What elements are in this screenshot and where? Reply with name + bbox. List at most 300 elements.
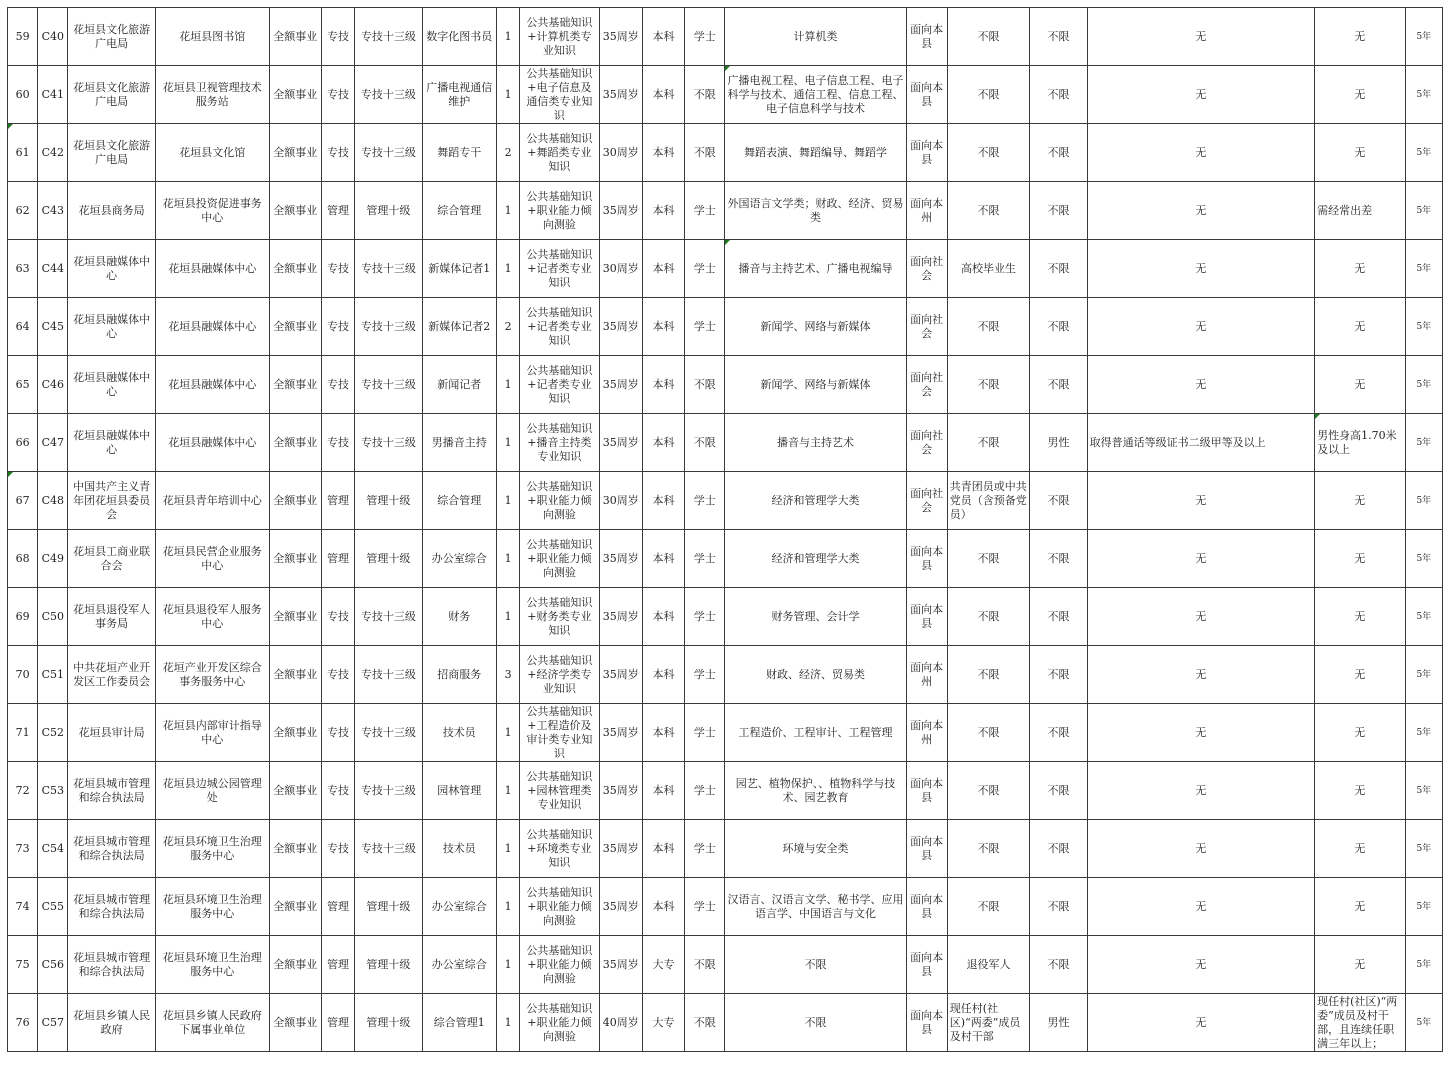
major-cell: 财政、经济、贸易类 <box>725 646 906 704</box>
post-category-cell: 管理 <box>321 878 354 936</box>
exam-subject-cell: 公共基础知识+经济学类专业知识 <box>520 646 599 704</box>
other-requirements-cell: 无 <box>1087 530 1314 588</box>
notes-cell: 男性身高1.70米及以上 <box>1315 414 1406 472</box>
post-category-cell: 专技 <box>321 298 354 356</box>
funding-type-cell: 全额事业 <box>269 994 321 1052</box>
gender-cell: 不限 <box>1030 646 1087 704</box>
post-level-cell: 管理十级 <box>355 530 422 588</box>
degree-cell: 不限 <box>685 414 725 472</box>
education-cell: 大专 <box>642 994 684 1052</box>
degree-cell: 学士 <box>685 298 725 356</box>
post-category-cell: 管理 <box>321 530 354 588</box>
row-number-cell: 73 <box>8 820 38 878</box>
position-code-cell: C56 <box>38 936 68 994</box>
major-cell: 园艺、植物保护、、植物科学与技术、园艺教育 <box>725 762 906 820</box>
row-number-cell: 68 <box>8 530 38 588</box>
major-cell: 经济和管理学大类 <box>725 472 906 530</box>
recruit-scope-cell: 面向社会 <box>906 414 947 472</box>
degree-cell: 学士 <box>685 820 725 878</box>
employer-unit-cell: 花垣县图书馆 <box>155 8 269 66</box>
gender-cell: 不限 <box>1030 762 1087 820</box>
employer-unit-cell: 花垣县环境卫生治理服务中心 <box>155 820 269 878</box>
funding-type-cell: 全额事业 <box>269 704 321 762</box>
recruit-scope-cell: 面向本县 <box>906 124 947 182</box>
notes-cell: 无 <box>1315 8 1406 66</box>
employer-unit-cell: 花垣产业开发区综合事务服务中心 <box>155 646 269 704</box>
exam-subject-cell: 公共基础知识+职业能力倾向测验 <box>520 994 599 1052</box>
recruit-scope-cell: 面向本县 <box>906 820 947 878</box>
post-category-cell: 专技 <box>321 588 354 646</box>
hire-count-cell: 2 <box>497 124 520 182</box>
employer-unit-cell: 花垣县环境卫生治理服务中心 <box>155 878 269 936</box>
row-number-cell: 75 <box>8 936 38 994</box>
major-cell: 播音与主持艺术、广播电视编导 <box>725 240 906 298</box>
post-category-cell: 专技 <box>321 704 354 762</box>
major-cell: 新闻学、网络与新媒体 <box>725 356 906 414</box>
hire-count-cell: 3 <box>497 646 520 704</box>
position-code-cell: C49 <box>38 530 68 588</box>
post-level-cell: 管理十级 <box>355 182 422 240</box>
major-cell: 环境与安全类 <box>725 820 906 878</box>
applicant-status-cell: 不限 <box>947 414 1030 472</box>
gender-cell: 不限 <box>1030 820 1087 878</box>
post-name-cell: 数字化图书员 <box>422 8 496 66</box>
department-cell: 花垣县工商业联合会 <box>68 530 156 588</box>
post-category-cell: 专技 <box>321 240 354 298</box>
position-code-cell: C55 <box>38 878 68 936</box>
department-cell: 花垣县融媒体中心 <box>68 414 156 472</box>
funding-type-cell: 全额事业 <box>269 820 321 878</box>
other-requirements-cell: 无 <box>1087 240 1314 298</box>
major-cell: 广播电视工程、电子信息工程、电子科学与技术、通信工程、信息工程、电子信息科学与技术 <box>725 66 906 124</box>
degree-cell: 学士 <box>685 530 725 588</box>
table-row <box>8 240 1443 298</box>
exam-subject-cell: 公共基础知识+职业能力倾向测验 <box>520 878 599 936</box>
employer-unit-cell: 花垣县融媒体中心 <box>155 240 269 298</box>
notes-cell: 现任村(社区)“两委”成员及村干部，且连续任职满三年以上； <box>1315 994 1406 1052</box>
post-level-cell: 管理十级 <box>355 994 422 1052</box>
degree-cell: 学士 <box>685 588 725 646</box>
gender-cell: 不限 <box>1030 8 1087 66</box>
exam-subject-cell: 公共基础知识+园林管理类专业知识 <box>520 762 599 820</box>
recruit-scope-cell: 面向本县 <box>906 936 947 994</box>
notes-cell: 无 <box>1315 66 1406 124</box>
service-years-cell: 5年 <box>1405 936 1442 994</box>
notes-cell: 无 <box>1315 936 1406 994</box>
applicant-status-cell: 不限 <box>947 356 1030 414</box>
age-limit-cell: 30周岁 <box>599 124 642 182</box>
table-row <box>8 936 1443 994</box>
gender-cell: 男性 <box>1030 414 1087 472</box>
gender-cell: 不限 <box>1030 124 1087 182</box>
employer-unit-cell: 花垣县文化馆 <box>155 124 269 182</box>
post-level-cell: 专技十三级 <box>355 240 422 298</box>
age-limit-cell: 35周岁 <box>599 182 642 240</box>
applicant-status-cell: 高校毕业生 <box>947 240 1030 298</box>
service-years-cell: 5年 <box>1405 820 1442 878</box>
major-cell: 播音与主持艺术 <box>725 414 906 472</box>
education-cell: 本科 <box>642 820 684 878</box>
post-level-cell: 专技十三级 <box>355 762 422 820</box>
post-category-cell: 专技 <box>321 356 354 414</box>
applicant-status-cell: 共青团员或中共党员（含预备党员） <box>947 472 1030 530</box>
department-cell: 花垣县融媒体中心 <box>68 240 156 298</box>
other-requirements-cell: 无 <box>1087 472 1314 530</box>
row-number-cell: 70 <box>8 646 38 704</box>
post-name-cell: 技术员 <box>422 704 496 762</box>
recruit-scope-cell: 面向社会 <box>906 472 947 530</box>
post-level-cell: 管理十级 <box>355 936 422 994</box>
post-level-cell: 专技十三级 <box>355 704 422 762</box>
post-level-cell: 专技十三级 <box>355 414 422 472</box>
recruit-scope-cell: 面向本州 <box>906 646 947 704</box>
service-years-cell: 5年 <box>1405 124 1442 182</box>
row-number-cell: 60 <box>8 66 38 124</box>
applicant-status-cell: 不限 <box>947 8 1030 66</box>
age-limit-cell: 35周岁 <box>599 936 642 994</box>
major-cell: 不限 <box>725 994 906 1052</box>
post-category-cell: 专技 <box>321 124 354 182</box>
education-cell: 本科 <box>642 298 684 356</box>
post-level-cell: 管理十级 <box>355 472 422 530</box>
recruit-scope-cell: 面向本州 <box>906 704 947 762</box>
position-code-cell: C44 <box>38 240 68 298</box>
service-years-cell: 5年 <box>1405 414 1442 472</box>
post-name-cell: 园林管理 <box>422 762 496 820</box>
position-code-cell: C50 <box>38 588 68 646</box>
other-requirements-cell: 无 <box>1087 762 1314 820</box>
applicant-status-cell: 不限 <box>947 646 1030 704</box>
employer-unit-cell: 花垣县卫视管理技术服务站 <box>155 66 269 124</box>
employer-unit-cell: 花垣县边城公园管理处 <box>155 762 269 820</box>
degree-cell: 学士 <box>685 646 725 704</box>
table-row <box>8 878 1443 936</box>
major-cell: 舞蹈表演、舞蹈编导、舞蹈学 <box>725 124 906 182</box>
employer-unit-cell: 花垣县融媒体中心 <box>155 356 269 414</box>
applicant-status-cell: 不限 <box>947 530 1030 588</box>
other-requirements-cell: 无 <box>1087 124 1314 182</box>
degree-cell: 不限 <box>685 124 725 182</box>
degree-cell: 学士 <box>685 8 725 66</box>
other-requirements-cell: 无 <box>1087 182 1314 240</box>
notes-cell: 无 <box>1315 124 1406 182</box>
hire-count-cell: 1 <box>497 820 520 878</box>
table-row <box>8 530 1443 588</box>
exam-subject-cell: 公共基础知识+舞蹈类专业知识 <box>520 124 599 182</box>
row-number-cell: 69 <box>8 588 38 646</box>
post-name-cell: 办公室综合 <box>422 936 496 994</box>
age-limit-cell: 30周岁 <box>599 472 642 530</box>
funding-type-cell: 全额事业 <box>269 530 321 588</box>
major-cell: 汉语言、汉语言文学、秘书学、应用语言学、中国语言与文化 <box>725 878 906 936</box>
table-row <box>8 66 1443 124</box>
degree-cell: 学士 <box>685 240 725 298</box>
major-cell: 财务管理、会计学 <box>725 588 906 646</box>
service-years-cell: 5年 <box>1405 356 1442 414</box>
position-code-cell: C57 <box>38 994 68 1052</box>
post-name-cell: 财务 <box>422 588 496 646</box>
age-limit-cell: 35周岁 <box>599 820 642 878</box>
table-row <box>8 182 1443 240</box>
education-cell: 本科 <box>642 240 684 298</box>
notes-cell: 需经常出差 <box>1315 182 1406 240</box>
degree-cell: 不限 <box>685 936 725 994</box>
applicant-status-cell: 不限 <box>947 124 1030 182</box>
other-requirements-cell: 无 <box>1087 820 1314 878</box>
education-cell: 本科 <box>642 356 684 414</box>
education-cell: 本科 <box>642 182 684 240</box>
funding-type-cell: 全额事业 <box>269 240 321 298</box>
row-number-cell: 62 <box>8 182 38 240</box>
row-number-cell: 71 <box>8 704 38 762</box>
gender-cell: 不限 <box>1030 530 1087 588</box>
other-requirements-cell: 无 <box>1087 994 1314 1052</box>
employer-unit-cell: 花垣县融媒体中心 <box>155 414 269 472</box>
age-limit-cell: 35周岁 <box>599 414 642 472</box>
other-requirements-cell: 无 <box>1087 704 1314 762</box>
major-cell: 计算机类 <box>725 8 906 66</box>
row-number-cell: 65 <box>8 356 38 414</box>
recruit-scope-cell: 面向社会 <box>906 298 947 356</box>
gender-cell: 不限 <box>1030 704 1087 762</box>
position-code-cell: C45 <box>38 298 68 356</box>
gender-cell: 不限 <box>1030 66 1087 124</box>
education-cell: 本科 <box>642 588 684 646</box>
service-years-cell: 5年 <box>1405 8 1442 66</box>
position-code-cell: C42 <box>38 124 68 182</box>
post-level-cell: 专技十三级 <box>355 66 422 124</box>
funding-type-cell: 全额事业 <box>269 124 321 182</box>
post-name-cell: 男播音主持 <box>422 414 496 472</box>
education-cell: 大专 <box>642 936 684 994</box>
employer-unit-cell: 花垣县环境卫生治理服务中心 <box>155 936 269 994</box>
service-years-cell: 5年 <box>1405 472 1442 530</box>
department-cell: 花垣县审计局 <box>68 704 156 762</box>
gender-cell: 男性 <box>1030 994 1087 1052</box>
hire-count-cell: 1 <box>497 762 520 820</box>
other-requirements-cell: 无 <box>1087 298 1314 356</box>
recruit-scope-cell: 面向本县 <box>906 530 947 588</box>
exam-subject-cell: 公共基础知识+环境类专业知识 <box>520 820 599 878</box>
service-years-cell: 5年 <box>1405 704 1442 762</box>
employer-unit-cell: 花垣县青年培训中心 <box>155 472 269 530</box>
degree-cell: 不限 <box>685 66 725 124</box>
age-limit-cell: 35周岁 <box>599 530 642 588</box>
service-years-cell: 5年 <box>1405 240 1442 298</box>
post-category-cell: 管理 <box>321 994 354 1052</box>
applicant-status-cell: 不限 <box>947 762 1030 820</box>
hire-count-cell: 1 <box>497 240 520 298</box>
position-code-cell: C53 <box>38 762 68 820</box>
other-requirements-cell: 无 <box>1087 356 1314 414</box>
other-requirements-cell: 无 <box>1087 588 1314 646</box>
age-limit-cell: 35周岁 <box>599 298 642 356</box>
funding-type-cell: 全额事业 <box>269 182 321 240</box>
post-category-cell: 管理 <box>321 182 354 240</box>
department-cell: 花垣县融媒体中心 <box>68 298 156 356</box>
gender-cell: 不限 <box>1030 356 1087 414</box>
other-requirements-cell: 无 <box>1087 878 1314 936</box>
hire-count-cell: 1 <box>497 994 520 1052</box>
funding-type-cell: 全额事业 <box>269 66 321 124</box>
row-number-cell: 76 <box>8 994 38 1052</box>
post-name-cell: 综合管理1 <box>422 994 496 1052</box>
exam-subject-cell: 公共基础知识+职业能力倾向测验 <box>520 472 599 530</box>
row-number-cell: 61 <box>8 124 38 182</box>
hire-count-cell: 1 <box>497 182 520 240</box>
employer-unit-cell: 花垣县乡镇人民政府下属事业单位 <box>155 994 269 1052</box>
post-category-cell: 专技 <box>321 8 354 66</box>
post-level-cell: 专技十三级 <box>355 356 422 414</box>
age-limit-cell: 35周岁 <box>599 8 642 66</box>
service-years-cell: 5年 <box>1405 66 1442 124</box>
funding-type-cell: 全额事业 <box>269 762 321 820</box>
table-row <box>8 820 1443 878</box>
recruit-scope-cell: 面向本州 <box>906 182 947 240</box>
table-row <box>8 298 1443 356</box>
hire-count-cell: 1 <box>497 356 520 414</box>
service-years-cell: 5年 <box>1405 182 1442 240</box>
post-name-cell: 综合管理 <box>422 472 496 530</box>
gender-cell: 不限 <box>1030 472 1087 530</box>
row-number-cell: 72 <box>8 762 38 820</box>
education-cell: 本科 <box>642 762 684 820</box>
table-row <box>8 762 1443 820</box>
service-years-cell: 5年 <box>1405 762 1442 820</box>
exam-subject-cell: 公共基础知识+计算机类专业知识 <box>520 8 599 66</box>
age-limit-cell: 35周岁 <box>599 646 642 704</box>
age-limit-cell: 35周岁 <box>599 356 642 414</box>
exam-subject-cell: 公共基础知识+职业能力倾向测验 <box>520 530 599 588</box>
applicant-status-cell: 不限 <box>947 588 1030 646</box>
age-limit-cell: 35周岁 <box>599 588 642 646</box>
row-number-cell: 66 <box>8 414 38 472</box>
other-requirements-cell: 无 <box>1087 8 1314 66</box>
funding-type-cell: 全额事业 <box>269 414 321 472</box>
notes-cell: 无 <box>1315 530 1406 588</box>
age-limit-cell: 35周岁 <box>599 704 642 762</box>
post-name-cell: 技术员 <box>422 820 496 878</box>
position-code-cell: C46 <box>38 356 68 414</box>
post-name-cell: 广播电视通信维护 <box>422 66 496 124</box>
notes-cell: 无 <box>1315 356 1406 414</box>
post-name-cell: 舞蹈专干 <box>422 124 496 182</box>
hire-count-cell: 1 <box>497 414 520 472</box>
department-cell: 花垣县融媒体中心 <box>68 356 156 414</box>
major-cell: 经济和管理学大类 <box>725 530 906 588</box>
hire-count-cell: 1 <box>497 530 520 588</box>
education-cell: 本科 <box>642 878 684 936</box>
major-cell: 新闻学、网络与新媒体 <box>725 298 906 356</box>
age-limit-cell: 40周岁 <box>599 994 642 1052</box>
exam-subject-cell: 公共基础知识+记者类专业知识 <box>520 240 599 298</box>
service-years-cell: 5年 <box>1405 298 1442 356</box>
post-level-cell: 专技十三级 <box>355 646 422 704</box>
education-cell: 本科 <box>642 646 684 704</box>
post-level-cell: 管理十级 <box>355 878 422 936</box>
post-level-cell: 专技十三级 <box>355 298 422 356</box>
other-requirements-cell: 无 <box>1087 66 1314 124</box>
education-cell: 本科 <box>642 530 684 588</box>
other-requirements-cell: 无 <box>1087 936 1314 994</box>
row-number-cell: 64 <box>8 298 38 356</box>
table-row <box>8 414 1443 472</box>
post-level-cell: 专技十三级 <box>355 588 422 646</box>
education-cell: 本科 <box>642 704 684 762</box>
department-cell: 花垣县退役军人事务局 <box>68 588 156 646</box>
recruit-scope-cell: 面向本县 <box>906 588 947 646</box>
applicant-status-cell: 不限 <box>947 878 1030 936</box>
funding-type-cell: 全额事业 <box>269 936 321 994</box>
row-number-cell: 63 <box>8 240 38 298</box>
department-cell: 花垣县城市管理和综合执法局 <box>68 936 156 994</box>
service-years-cell: 5年 <box>1405 646 1442 704</box>
recruit-scope-cell: 面向本县 <box>906 8 947 66</box>
education-cell: 本科 <box>642 124 684 182</box>
exam-subject-cell: 公共基础知识+职业能力倾向测验 <box>520 936 599 994</box>
notes-cell: 无 <box>1315 878 1406 936</box>
hire-count-cell: 1 <box>497 472 520 530</box>
service-years-cell: 5年 <box>1405 530 1442 588</box>
funding-type-cell: 全额事业 <box>269 472 321 530</box>
major-cell: 不限 <box>725 936 906 994</box>
other-requirements-cell: 取得普通话等级证书二级甲等及以上 <box>1087 414 1314 472</box>
table-row <box>8 646 1443 704</box>
table-row <box>8 994 1443 1052</box>
exam-subject-cell: 公共基础知识+财务类专业知识 <box>520 588 599 646</box>
funding-type-cell: 全额事业 <box>269 588 321 646</box>
applicant-status-cell: 现任村(社区)“两委”成员及村干部 <box>947 994 1030 1052</box>
row-number-cell: 74 <box>8 878 38 936</box>
gender-cell: 不限 <box>1030 936 1087 994</box>
recruit-scope-cell: 面向社会 <box>906 356 947 414</box>
hire-count-cell: 1 <box>497 878 520 936</box>
post-category-cell: 专技 <box>321 66 354 124</box>
notes-cell: 无 <box>1315 472 1406 530</box>
table-row <box>8 124 1443 182</box>
recruit-scope-cell: 面向本县 <box>906 762 947 820</box>
recruitment-table <box>7 7 1443 1052</box>
hire-count-cell: 1 <box>497 588 520 646</box>
exam-subject-cell: 公共基础知识+记者类专业知识 <box>520 298 599 356</box>
employer-unit-cell: 花垣县内部审计指导中心 <box>155 704 269 762</box>
post-name-cell: 新闻记者 <box>422 356 496 414</box>
exam-subject-cell: 公共基础知识+电子信息及通信类专业知识 <box>520 66 599 124</box>
funding-type-cell: 全额事业 <box>269 8 321 66</box>
notes-cell: 无 <box>1315 240 1406 298</box>
post-category-cell: 专技 <box>321 646 354 704</box>
degree-cell: 不限 <box>685 994 725 1052</box>
hire-count-cell: 1 <box>497 8 520 66</box>
gender-cell: 不限 <box>1030 182 1087 240</box>
department-cell: 花垣县城市管理和综合执法局 <box>68 820 156 878</box>
post-name-cell: 新媒体记者1 <box>422 240 496 298</box>
department-cell: 花垣县文化旅游广电局 <box>68 124 156 182</box>
gender-cell: 不限 <box>1030 588 1087 646</box>
degree-cell: 不限 <box>685 356 725 414</box>
notes-cell: 无 <box>1315 646 1406 704</box>
notes-cell: 无 <box>1315 704 1406 762</box>
hire-count-cell: 1 <box>497 66 520 124</box>
position-code-cell: C52 <box>38 704 68 762</box>
table-row <box>8 588 1443 646</box>
post-name-cell: 办公室综合 <box>422 530 496 588</box>
education-cell: 本科 <box>642 8 684 66</box>
notes-cell: 无 <box>1315 762 1406 820</box>
department-cell: 花垣县商务局 <box>68 182 156 240</box>
post-level-cell: 专技十三级 <box>355 820 422 878</box>
service-years-cell: 5年 <box>1405 588 1442 646</box>
